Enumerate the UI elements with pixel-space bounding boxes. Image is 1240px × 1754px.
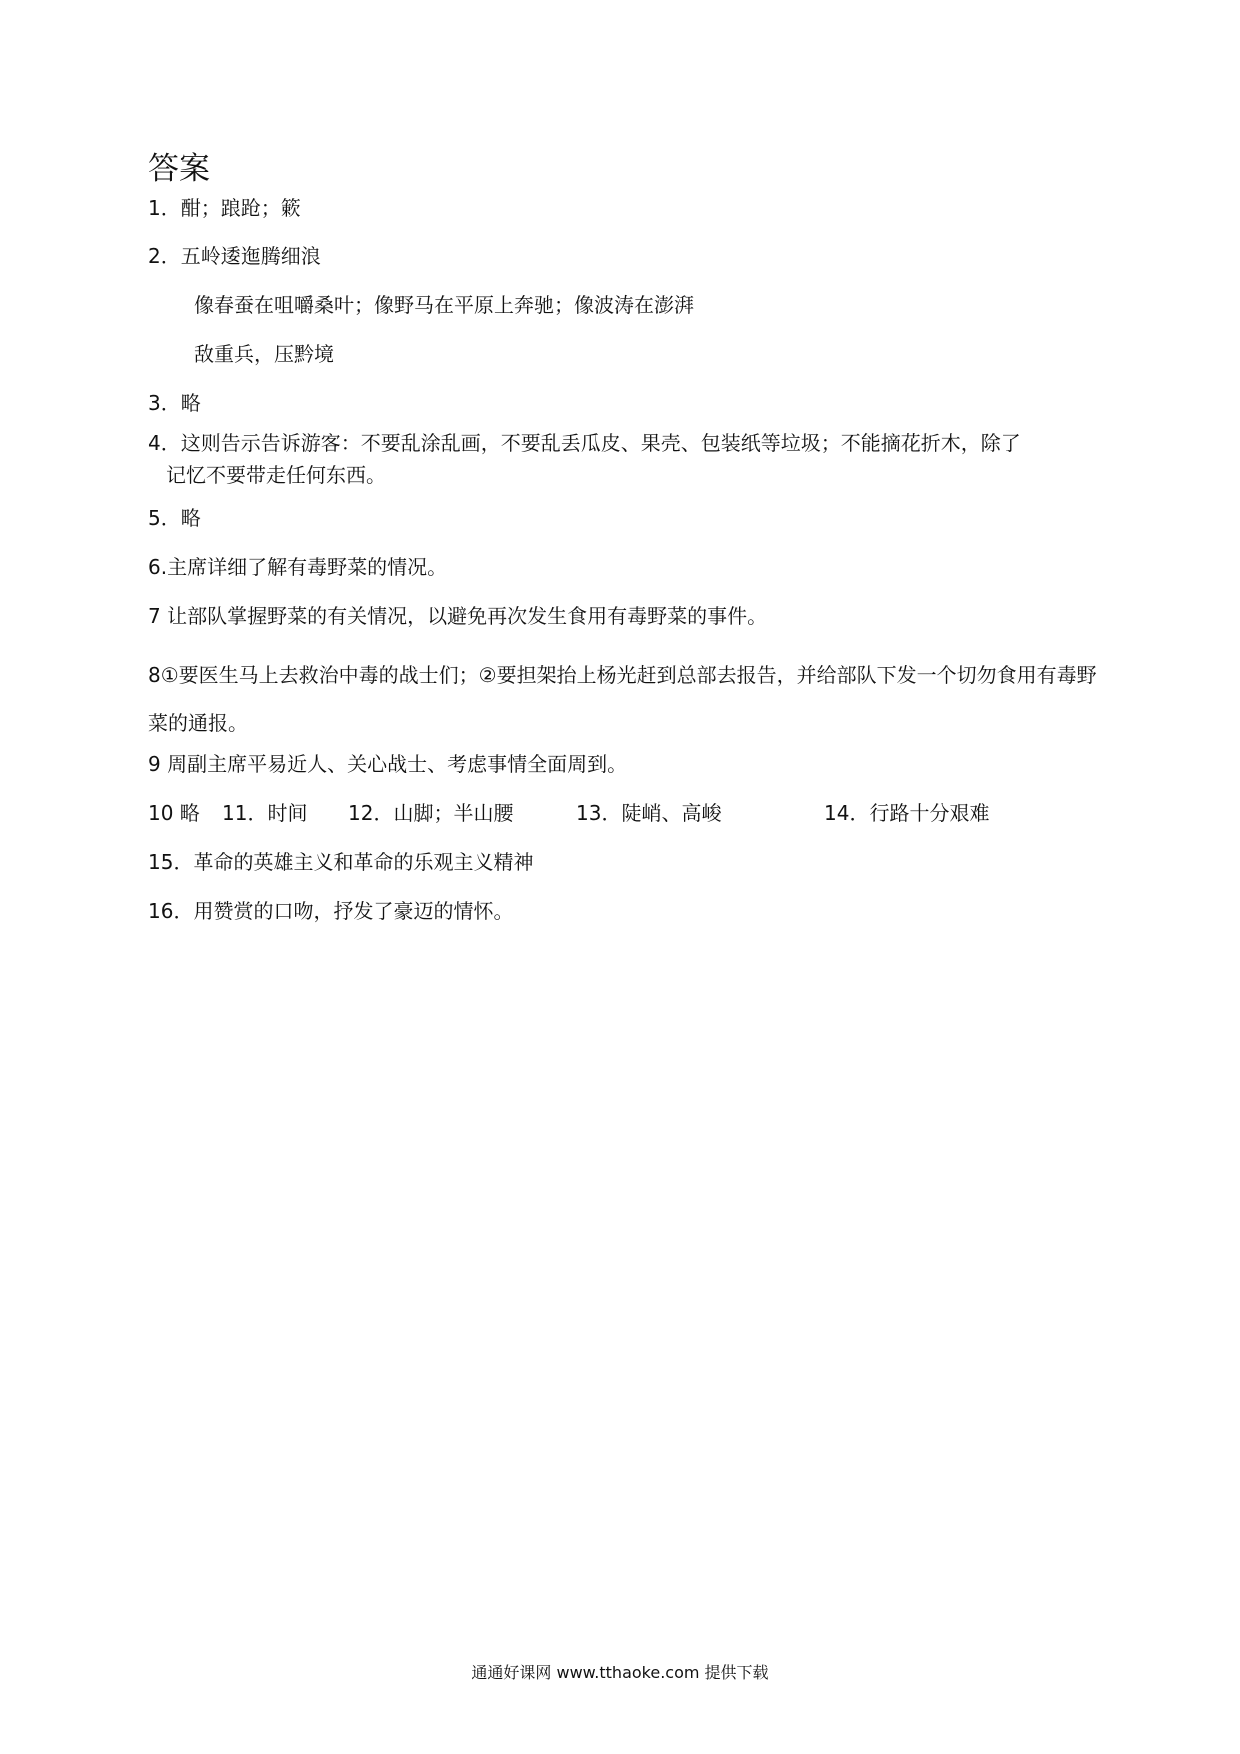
answer-13: 13．陡峭、高峻 [576, 801, 722, 825]
answer-3: 3．略 [148, 391, 201, 415]
footer-source: 通通好课网 www.tthaoke.com 提供下载 [471, 1663, 769, 1682]
answer-11: 11．时间 [222, 801, 308, 825]
answer-1: 1．酣；踉跄；簌 [148, 196, 301, 220]
answer-6: 6.主席详细了解有毒野菜的情况。 [148, 555, 448, 579]
answer-10: 10 略 [148, 801, 200, 825]
answer-2-line-2: 像春蚕在咀嚼桑叶；像野马在平原上奔驰；像波涛在澎湃 [194, 293, 694, 317]
answer-14: 14．行路十分艰难 [824, 801, 990, 825]
answer-5: 5．略 [148, 506, 201, 530]
answer-12: 12．山脚；半山腰 [348, 801, 514, 825]
answer-16: 16．用赞赏的口吻，抒发了豪迈的情怀。 [148, 899, 514, 923]
answer-7: 7 让部队掌握野菜的有关情况，以避免再次发生食用有毒野菜的事件。 [148, 604, 768, 628]
answers-row-10-14 [148, 799, 1108, 827]
answer-2-line-3: 敌重兵，压黔境 [194, 342, 334, 366]
answer-2: 2．五岭逶迤腾细浪 [148, 244, 321, 268]
answer-4-line-2: 记忆不要带走任何东西。 [166, 463, 386, 487]
answer-15: 15．革命的英雄主义和革命的乐观主义精神 [148, 850, 534, 874]
answer-4-line-1: 4．这则告示告诉游客：不要乱涂乱画，不要乱丢瓜皮、果壳、包装纸等垃圾；不能摘花折木，除了 [148, 431, 1021, 455]
page-title: 答案 [148, 150, 210, 187]
answer-9: 9 周副主席平易近人、关心战士、考虑事情全面周到。 [148, 752, 628, 776]
answer-8: 8①要医生马上去救治中毒的战士们；②要担架抬上杨光赶到总部去报告，并给部队下发一个切勿食用有毒野菜的通报。 [148, 663, 1097, 735]
